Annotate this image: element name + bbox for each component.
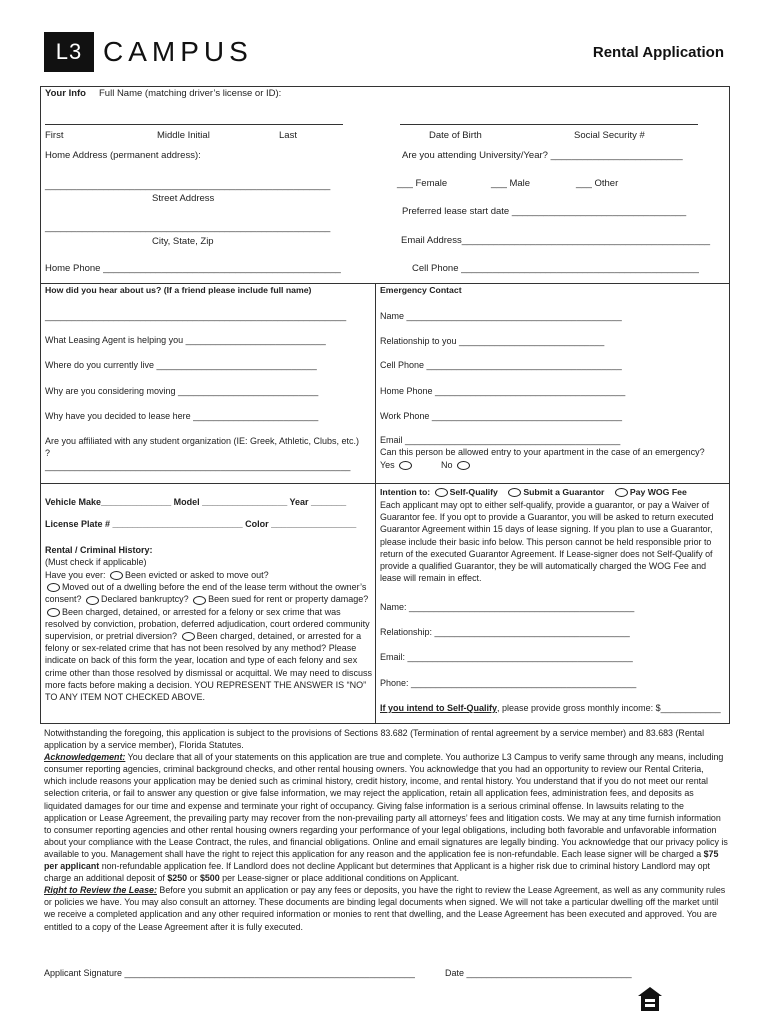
- street-field[interactable]: ______________________________________________________: [45, 180, 331, 191]
- charged-resolved-label: Been charged, detained, or arrested for a felony or sex crime that was resolved by conviction, probation, deferred adjudication, court ordered community supervision, or pretrial diversion?: [45, 606, 370, 642]
- moved-out-checkbox[interactable]: [47, 583, 60, 592]
- current-residence-field[interactable]: Where do you currently live ________________________________: [45, 360, 317, 370]
- acknowledgement-text-3: per Lease-signer or place additional conditions on Applicant.: [219, 873, 459, 884]
- charged-resolved-checkbox[interactable]: [47, 608, 60, 617]
- guarantor-phone-field[interactable]: Phone: _____________________________________________: [380, 678, 637, 688]
- acknowledgement-text-1: You declare that all of your statements on this application are true and complete. You authorize L3 Campus to verify same through any means, including consumer reporting agencies, criminal background checks, and other rental housing owners. You acknowledge that you had an opportunity to review our Rental Criteria, which include reasons your application may be denied such as criminal history, credit history, income, and rental history. You understand that if you do not meet our rental selection criteria, or fail to answer any question or give false information, we may reject the application, retain all application fees, administration fees, and deposits as liquidated damages for our time and expense and terminate your right of occupancy. Giving false information is a serious criminal offense. In lawsuits relating to the application or Lease Agreement, the prevailing party may recover from the non-prevailing party all attorneys’ fees and litigation costs. We may at any time furnish information to consumer reporting agencies and other rental housing owners regarding your performance of your legal obligations, including both favorable and unfavorable information about your compliance with the Lease Contract, the rules, and financial obligations. Online and email signatures are legally binding. You acknowledge that our privacy policy is available to you. Management shall have the right to reject this application for any reason and the application fee is non-refundable. Each lease signer will be charged a: [44, 752, 728, 859]
- history-questions: [45, 569, 373, 703]
- home-phone-field[interactable]: Home Phone _____________________________________________: [45, 263, 341, 274]
- moved-out-label: Moved out of a dwelling before the end of the lease term without the owner’s consent?: [45, 582, 367, 605]
- attending-field[interactable]: Are you attending University/Year? _________________________: [402, 150, 683, 161]
- legal-text: [44, 727, 728, 933]
- referral-heading: How did you hear about us? (If a friend please include full name): [45, 285, 312, 295]
- logo-text: CAMPUS: [103, 36, 253, 67]
- self-qualify-checkbox[interactable]: [435, 488, 448, 497]
- date-field[interactable]: Date _________________________________: [445, 968, 632, 978]
- entry-no-option[interactable]: [441, 460, 472, 470]
- have-you-ever-label: Have you ever:: [45, 570, 106, 580]
- intention-options: [380, 487, 687, 497]
- bankruptcy-label: Declared bankruptcy?: [101, 594, 189, 605]
- yes-checkbox[interactable]: [399, 461, 412, 470]
- affiliation-field[interactable]: _____________________________________________________________: [45, 461, 351, 471]
- lease-reason-field[interactable]: Why have you decided to lease here _________________________: [45, 411, 319, 421]
- male-option[interactable]: ___ Male: [491, 178, 531, 189]
- email-field[interactable]: Email Address_______________________________________________: [401, 235, 711, 246]
- charged-unresolved-checkbox[interactable]: [182, 632, 195, 641]
- referral-field[interactable]: _________________________________________________________: [45, 311, 347, 322]
- self-qualify-income-label: If you intend to Self-Qualify: [380, 703, 497, 713]
- cell-phone-field[interactable]: Cell Phone _____________________________________________: [412, 263, 699, 274]
- yes-label: Yes: [380, 460, 395, 470]
- moving-reason-field[interactable]: Why are you considering moving ____________________________: [45, 386, 319, 396]
- sued-label: Been sued for rent or property damage?: [208, 594, 369, 605]
- vehicle-field[interactable]: Vehicle Make______________ Model _________________ Year _______: [45, 497, 347, 507]
- city-label: City, State, Zip: [152, 236, 214, 247]
- deposit-500: $500: [199, 873, 220, 884]
- emergency-work-field[interactable]: Work Phone ______________________________________: [380, 411, 623, 421]
- street-label: Street Address: [152, 193, 215, 204]
- female-option[interactable]: ___ Female: [397, 178, 448, 189]
- plate-field[interactable]: License Plate # __________________________ Color _________________: [45, 519, 357, 529]
- income-field[interactable]: [380, 703, 721, 713]
- guarantor-name-field[interactable]: Name: _____________________________________________: [380, 602, 635, 612]
- emergency-home-field[interactable]: Home Phone ______________________________________: [380, 386, 626, 396]
- logo-mark: L3: [44, 32, 94, 72]
- intention-text: Each applicant may opt to either self-qualify, provide a guarantor, or pay a Waiver of Guarantor fee. If you opt to provide a Guarantor, you will be asked to return executed Guarantor Agreement within 15 days of lease signing. If you plan to use a Guarantor, please include their basic info below. This person cannot be held responsible prior to return of the executed Guarantor Agreement. If Lease-signer does not Self-Qualify of provide a qualified Guarantor, they be will automatically charged the WOG Fee and lease will remain in effect.: [380, 500, 714, 584]
- emergency-cell-field[interactable]: Cell Phone _______________________________________: [380, 360, 622, 370]
- emergency-name-field[interactable]: Name ___________________________________________: [380, 311, 622, 321]
- no-checkbox[interactable]: [457, 461, 470, 470]
- emergency-email-field[interactable]: Email ___________________________________________: [380, 435, 621, 445]
- acknowledgement-text-2: non-refundable application fee. If Landlord does not decline Applicant but determines that Applicant is a higher risk due to criminal history Landlord may opt charge an additional deposit of: [44, 861, 711, 884]
- dob-label: Date of Birth: [429, 130, 482, 141]
- wog-checkbox[interactable]: [615, 488, 628, 497]
- middle-label: Middle Initial: [157, 130, 210, 141]
- history-disclaimer: Please indicate on back of this form the year, location and type of each felony and sex crime other than those resolved by dismissal or acquittal. We may need to discuss more facts before making a decision. YOU REPRESENT THE ANSWER IS “NO” TO ANY ITEM NOT CHECKED ABOVE.: [45, 643, 372, 703]
- last-label: Last: [279, 130, 297, 141]
- equal-housing-icon: [636, 985, 664, 1013]
- right-to-review-label: Right to Review the Lease:: [44, 885, 157, 896]
- full-name-field[interactable]: [45, 124, 343, 125]
- evicted-checkbox[interactable]: [110, 571, 123, 580]
- history-note: (Must check if applicable): [45, 557, 147, 567]
- entry-yes-option[interactable]: [380, 460, 414, 470]
- lease-start-field[interactable]: Preferred lease start date _________________________________: [402, 206, 687, 217]
- history-heading: Rental / Criminal History:: [45, 545, 153, 555]
- income-prompt: , please provide gross monthly income: $____________: [497, 703, 721, 713]
- page-title: Rental Application: [592, 44, 724, 61]
- or-text: or: [187, 873, 200, 884]
- guarantor-email-field[interactable]: Email: _____________________________________________: [380, 652, 633, 662]
- notwithstanding-text: Notwithstanding the foregoing, this application is subject to the provisions of Sections 83.682 (Termination of rental agreement by a service member) and 83.683 (Rental application by a service member), Florida Statutes.: [44, 728, 705, 751]
- charged-unresolved-label: Been charged, detained, or arrested for a felony or sex-related crime that has not been resolved by any method?: [45, 631, 362, 654]
- intention-heading: Intention to:: [380, 487, 431, 497]
- acknowledgement-label: Acknowledgement:: [44, 752, 126, 763]
- evicted-label: Been evicted or asked to move out?: [125, 570, 269, 580]
- city-field[interactable]: ______________________________________________________: [45, 222, 331, 233]
- guarantor-checkbox[interactable]: [508, 488, 521, 497]
- bankruptcy-checkbox[interactable]: [86, 596, 99, 605]
- signature-field[interactable]: Applicant Signature __________________________________________________________: [44, 968, 415, 978]
- other-option[interactable]: ___ Other: [576, 178, 619, 189]
- ssn-label: Social Security #: [574, 130, 645, 141]
- home-address-label: Home Address (permanent address):: [45, 150, 201, 161]
- first-label: First: [45, 130, 64, 141]
- full-name-label: Full Name (matching driver’s license or ID):: [99, 88, 282, 99]
- agent-field[interactable]: What Leasing Agent is helping you ____________________________: [45, 335, 326, 345]
- guarantor-relationship-field[interactable]: Relationship: _______________________________________: [380, 627, 630, 637]
- sued-checkbox[interactable]: [193, 596, 206, 605]
- wog-label: Pay WOG Fee: [629, 487, 687, 497]
- emergency-relationship-field[interactable]: Relationship to you _____________________________: [380, 336, 605, 346]
- application-fee: $75 per applicant: [44, 848, 719, 872]
- self-qualify-label: Self-Qualify: [449, 487, 498, 497]
- your-info-heading: Your Info: [45, 88, 86, 99]
- guarantor-label: Submit a Guarantor: [523, 487, 605, 497]
- affiliation-question: Are you affiliated with any student organization (IE: Greek, Athletic, Clubs, etc.) ?: [45, 436, 359, 459]
- emergency-heading: Emergency Contact: [380, 285, 462, 295]
- dob-ssn-field[interactable]: [400, 124, 698, 125]
- emergency-entry-question: Can this person be allowed entry to your apartment in the case of an emergency?: [380, 447, 705, 457]
- deposit-250: $250: [167, 873, 188, 884]
- right-to-review-text: Before you submit an application or pay any fees or deposits, you have the right to review the Lease Agreement, as well as any community rules or policies we have. You may also consult an attorney. These documents are binding legal documents when signed. We will not take a particular dwelling off the market until we receive a completed application and any other required information or monies to rent that dwelling, and the Lease Agreement has been executed and approved. You are entitled to a copy of the Lease Agreement after it is fully executed.: [44, 885, 726, 932]
- no-label: No: [441, 460, 453, 470]
